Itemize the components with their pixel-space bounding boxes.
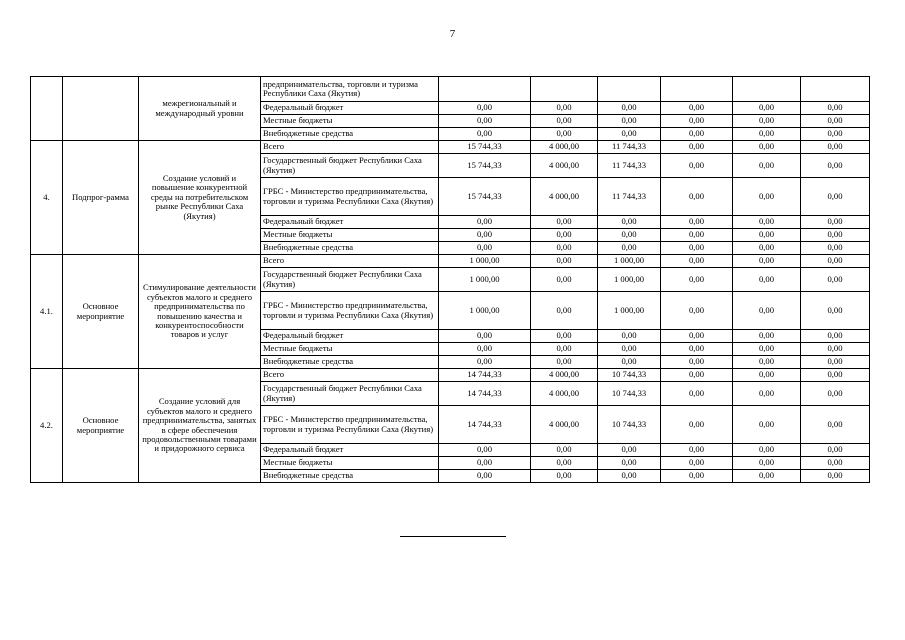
value-cell: 0,00 — [661, 255, 733, 268]
value-cell: 0,00 — [801, 242, 870, 255]
value-cell: 0,00 — [801, 216, 870, 229]
value-cell: 11 744,33 — [598, 154, 661, 178]
value-cell: 0,00 — [598, 115, 661, 128]
value-cell: 11 744,33 — [598, 141, 661, 154]
value-cell — [801, 77, 870, 102]
row-number-cell: 4. — [31, 141, 63, 255]
value-cell: 0,00 — [801, 268, 870, 292]
value-cell: 0,00 — [531, 216, 598, 229]
funding-source-cell: ГРБС - Министерство предпринимательства, торговли и туризма Республики Саха (Якутия) — [261, 406, 439, 444]
value-cell: 0,00 — [661, 154, 733, 178]
value-cell: 0,00 — [801, 229, 870, 242]
value-cell: 0,00 — [733, 343, 801, 356]
row-type-cell: Подпрог-рамма — [63, 141, 139, 255]
value-cell: 0,00 — [531, 128, 598, 141]
value-cell: 15 744,33 — [439, 141, 531, 154]
value-cell: 0,00 — [661, 292, 733, 330]
value-cell: 0,00 — [531, 470, 598, 483]
value-cell: 14 744,33 — [439, 406, 531, 444]
value-cell: 0,00 — [531, 255, 598, 268]
value-cell: 0,00 — [439, 470, 531, 483]
row-number-cell: 4.1. — [31, 255, 63, 369]
value-cell: 0,00 — [661, 330, 733, 343]
value-cell: 0,00 — [661, 470, 733, 483]
table-row — [31, 77, 870, 102]
value-cell: 0,00 — [661, 178, 733, 216]
value-cell: 0,00 — [661, 457, 733, 470]
value-cell: 15 744,33 — [439, 178, 531, 216]
value-cell: 0,00 — [439, 356, 531, 369]
value-cell: 0,00 — [439, 330, 531, 343]
funding-source-cell: Внебюджетные средства — [261, 242, 439, 255]
closing-separator-line — [400, 536, 506, 537]
row-number-cell — [31, 77, 63, 141]
value-cell: 0,00 — [661, 343, 733, 356]
value-cell: 1 000,00 — [598, 255, 661, 268]
value-cell: 0,00 — [598, 330, 661, 343]
value-cell — [733, 77, 801, 102]
row-number-cell: 4.2. — [31, 369, 63, 483]
value-cell: 1 000,00 — [439, 292, 531, 330]
measure-name-cell: Создание условий и повышение конкурентной среды на потребительском рынке Республики Саха (Якутия) — [139, 141, 261, 255]
value-cell: 1 000,00 — [439, 255, 531, 268]
value-cell: 14 744,33 — [439, 369, 531, 382]
value-cell: 1 000,00 — [598, 268, 661, 292]
value-cell: 0,00 — [801, 470, 870, 483]
value-cell: 0,00 — [598, 470, 661, 483]
value-cell: 0,00 — [801, 154, 870, 178]
value-cell: 0,00 — [733, 115, 801, 128]
funding-source-cell: Государственный бюджет Республики Саха (Якутия) — [261, 382, 439, 406]
value-cell: 0,00 — [801, 115, 870, 128]
value-cell: 0,00 — [801, 102, 870, 115]
value-cell: 0,00 — [733, 268, 801, 292]
value-cell: 0,00 — [733, 141, 801, 154]
measure-name-cell: Создание условий для субъектов малого и среднего предпринимательства, занятых в сфере обеспечения продовольственными товарами и придорожного сервиса — [139, 369, 261, 483]
value-cell: 0,00 — [733, 444, 801, 457]
value-cell: 0,00 — [439, 216, 531, 229]
value-cell: 0,00 — [801, 292, 870, 330]
value-cell: 0,00 — [531, 268, 598, 292]
value-cell: 0,00 — [801, 406, 870, 444]
value-cell: 0,00 — [733, 457, 801, 470]
value-cell: 0,00 — [531, 102, 598, 115]
funding-source-cell: предпринимательства, торговли и туризма Республики Саха (Якутия) — [261, 77, 439, 102]
value-cell: 0,00 — [733, 154, 801, 178]
value-cell: 1 000,00 — [598, 292, 661, 330]
value-cell: 14 744,33 — [439, 382, 531, 406]
row-type-cell: Основное мероприятие — [63, 255, 139, 369]
value-cell: 0,00 — [439, 444, 531, 457]
value-cell: 0,00 — [439, 229, 531, 242]
value-cell: 4 000,00 — [531, 154, 598, 178]
row-type-cell: Основное мероприятие — [63, 369, 139, 483]
value-cell: 0,00 — [801, 178, 870, 216]
value-cell: 4 000,00 — [531, 178, 598, 216]
funding-source-cell: Местные бюджеты — [261, 229, 439, 242]
value-cell: 0,00 — [661, 141, 733, 154]
value-cell: 0,00 — [801, 457, 870, 470]
funding-source-cell: ГРБС - Министерство предпринимательства, торговли и туризма Республики Саха (Якутия) — [261, 178, 439, 216]
value-cell: 0,00 — [661, 216, 733, 229]
value-cell: 0,00 — [598, 102, 661, 115]
value-cell: 0,00 — [661, 444, 733, 457]
value-cell: 0,00 — [801, 330, 870, 343]
value-cell: 0,00 — [531, 229, 598, 242]
value-cell: 0,00 — [598, 229, 661, 242]
value-cell: 4 000,00 — [531, 382, 598, 406]
value-cell: 0,00 — [661, 356, 733, 369]
value-cell: 0,00 — [598, 356, 661, 369]
funding-source-cell: Всего — [261, 369, 439, 382]
value-cell — [531, 77, 598, 102]
value-cell: 0,00 — [661, 102, 733, 115]
value-cell: 0,00 — [598, 457, 661, 470]
value-cell: 0,00 — [661, 128, 733, 141]
value-cell: 0,00 — [661, 229, 733, 242]
value-cell: 15 744,33 — [439, 154, 531, 178]
value-cell: 1 000,00 — [439, 268, 531, 292]
funding-source-cell: Местные бюджеты — [261, 343, 439, 356]
table-row — [31, 141, 870, 154]
value-cell: 0,00 — [661, 242, 733, 255]
value-cell: 4 000,00 — [531, 141, 598, 154]
value-cell: 0,00 — [801, 128, 870, 141]
value-cell: 0,00 — [733, 216, 801, 229]
value-cell: 0,00 — [801, 356, 870, 369]
value-cell: 0,00 — [661, 369, 733, 382]
value-cell: 4 000,00 — [531, 369, 598, 382]
funding-source-cell: Федеральный бюджет — [261, 444, 439, 457]
value-cell: 0,00 — [531, 343, 598, 356]
funding-source-cell: Федеральный бюджет — [261, 216, 439, 229]
measure-name-cell: межрегиональный и международный уровни — [139, 77, 261, 141]
value-cell: 0,00 — [733, 255, 801, 268]
value-cell: 0,00 — [801, 369, 870, 382]
value-cell: 0,00 — [598, 128, 661, 141]
funding-source-cell: Местные бюджеты — [261, 115, 439, 128]
value-cell: 0,00 — [733, 356, 801, 369]
value-cell: 0,00 — [439, 457, 531, 470]
value-cell: 0,00 — [531, 356, 598, 369]
funding-source-cell: Местные бюджеты — [261, 457, 439, 470]
funding-source-cell: Государственный бюджет Республики Саха (Якутия) — [261, 268, 439, 292]
row-type-cell — [63, 77, 139, 141]
funding-source-cell: Федеральный бюджет — [261, 330, 439, 343]
funding-source-cell: Федеральный бюджет — [261, 102, 439, 115]
value-cell: 0,00 — [801, 141, 870, 154]
funding-source-cell: Всего — [261, 255, 439, 268]
value-cell: 0,00 — [733, 128, 801, 141]
value-cell: 10 744,33 — [598, 406, 661, 444]
funding-source-cell: Внебюджетные средства — [261, 356, 439, 369]
value-cell: 0,00 — [733, 382, 801, 406]
value-cell: 10 744,33 — [598, 382, 661, 406]
table-row — [31, 369, 870, 382]
budget-table — [30, 76, 870, 483]
value-cell: 11 744,33 — [598, 178, 661, 216]
value-cell: 0,00 — [531, 115, 598, 128]
value-cell: 0,00 — [439, 115, 531, 128]
value-cell: 0,00 — [661, 406, 733, 444]
value-cell: 0,00 — [439, 242, 531, 255]
table-row — [31, 255, 870, 268]
value-cell: 0,00 — [661, 382, 733, 406]
funding-source-cell: Внебюджетные средства — [261, 470, 439, 483]
value-cell: 0,00 — [531, 242, 598, 255]
value-cell: 0,00 — [439, 128, 531, 141]
funding-source-cell: ГРБС - Министерство предпринимательства, торговли и туризма Республики Саха (Якутия) — [261, 292, 439, 330]
value-cell: 0,00 — [661, 115, 733, 128]
value-cell: 0,00 — [733, 178, 801, 216]
value-cell: 0,00 — [598, 343, 661, 356]
value-cell: 0,00 — [801, 444, 870, 457]
value-cell: 0,00 — [733, 330, 801, 343]
value-cell — [598, 77, 661, 102]
value-cell: 0,00 — [733, 406, 801, 444]
value-cell: 0,00 — [733, 229, 801, 242]
funding-source-cell: Государственный бюджет Республики Саха (Якутия) — [261, 154, 439, 178]
value-cell: 0,00 — [439, 343, 531, 356]
value-cell: 0,00 — [598, 242, 661, 255]
value-cell: 0,00 — [801, 255, 870, 268]
value-cell: 0,00 — [439, 102, 531, 115]
value-cell: 0,00 — [531, 330, 598, 343]
value-cell: 10 744,33 — [598, 369, 661, 382]
funding-source-cell: Внебюджетные средства — [261, 128, 439, 141]
value-cell: 0,00 — [801, 343, 870, 356]
value-cell: 0,00 — [531, 444, 598, 457]
value-cell: 4 000,00 — [531, 406, 598, 444]
value-cell: 0,00 — [801, 382, 870, 406]
value-cell — [661, 77, 733, 102]
value-cell: 0,00 — [598, 444, 661, 457]
measure-name-cell: Стимулирование деятельности субъектов малого и среднего предпринимательства по повышению качества и конкурентоспособности товаров и услуг — [139, 255, 261, 369]
value-cell: 0,00 — [661, 268, 733, 292]
value-cell: 0,00 — [531, 457, 598, 470]
funding-source-cell: Всего — [261, 141, 439, 154]
value-cell: 0,00 — [733, 470, 801, 483]
value-cell: 0,00 — [733, 242, 801, 255]
value-cell — [439, 77, 531, 102]
value-cell: 0,00 — [733, 102, 801, 115]
value-cell: 0,00 — [598, 216, 661, 229]
value-cell: 0,00 — [733, 369, 801, 382]
page-number: 7 — [449, 28, 456, 40]
value-cell: 0,00 — [531, 292, 598, 330]
value-cell: 0,00 — [733, 292, 801, 330]
